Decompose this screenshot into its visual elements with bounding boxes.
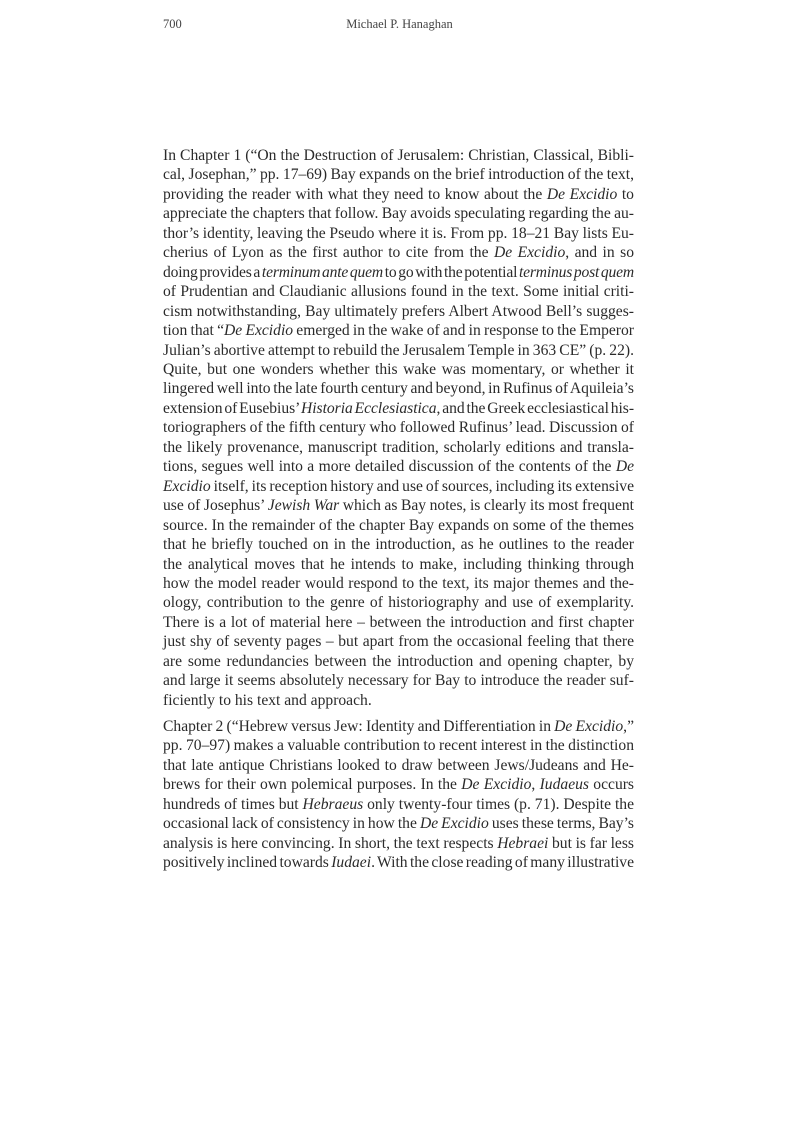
text-line [163,632,634,651]
text-line [163,516,634,535]
text-run: the likely provenance, manuscript tradition, scholarly editions and transla- [163,438,634,456]
text-line [163,555,634,574]
text-line [163,593,634,612]
text-run: occurs [588,776,634,794]
text-run: . With the close reading of many illustrative [371,854,634,872]
text-line [163,282,634,301]
text-line [163,360,634,379]
text-run: toriographers of the fifth century who followed Rufinus’ lead. Discussion of [163,419,634,437]
italic-text: Iudaeus [539,776,589,794]
text-line [163,671,634,690]
text-line [163,165,634,184]
text-run: brews for their own polemical purposes. In the [163,776,462,794]
text-run: tions, segues well into a more detailed discussion of the contents of the [163,458,616,476]
text-run: uses these terms, Bay’s [488,815,634,833]
text-run: thor’s identity, leaving the Pseudo where it is. From pp. 18–21 Bay lists Eu- [163,224,634,242]
text-run: In Chapter 1 (“On the Destruction of Jerusalem: Christian, Classical, Bibli- [163,147,634,164]
page-number: 700 [163,17,182,31]
text-line [163,418,634,437]
text-run: to [617,185,634,203]
text-line [163,795,634,814]
text-run: positively inclined towards [163,854,332,872]
italic-text: terminus post quem [518,263,635,281]
text-run: ficiently to his text and approach. [163,691,372,709]
text-run: extension of Eusebius’ [163,399,302,417]
text-line [163,496,634,515]
text-run: , and in so [565,244,634,262]
text-run: lingered well into the late fourth century and beyond, in Rufinus of Aquileia’s [163,380,634,398]
text-run: appreciate the chapters that follow. Bay avoids speculating regarding the au- [163,205,634,223]
text-run: Julian’s abortive attempt to rebuild the Jerusalem Temple in 363 CE” (p. 22). [163,341,634,359]
italic-text: De Excidio [419,815,489,833]
italic-text: De Excidio [493,244,566,262]
italic-text: De [615,458,634,476]
body-paragraph [163,146,634,710]
text-line [163,302,634,321]
italic-text: terminum ante quem [261,263,383,281]
text-line [163,438,634,457]
italic-text: De Excidio [461,776,532,794]
text-run: cherius of Lyon as the first author to cite from the [163,244,494,262]
text-run: Quite, but one wonders whether this wake was momentary, or whether it [163,360,634,378]
text-line [163,399,634,418]
running-head-author: Michael P. Hanaghan [346,17,453,31]
text-run: only twenty-four times (p. 71). Despite the [363,795,634,813]
text-line [163,717,634,736]
text-line [163,321,634,340]
text-run: of Prudentian and Claudianic allusions found in the text. Some initial criti- [163,283,634,301]
text-run: doing provides a [163,263,262,281]
text-line [163,224,634,243]
text-line [163,574,634,593]
italic-text: Jewish War [267,497,340,515]
text-run: , and the Greek ecclesiastical his- [436,399,634,417]
text-line [163,146,634,165]
italic-text: De Excidio [554,718,624,735]
text-run: ,” [623,718,634,735]
italic-text: Hebraeus [302,795,364,813]
italic-text: De Excidio [224,322,294,340]
text-run: ology, contribution to the genre of historiography and use of exemplarity. [163,594,634,612]
text-line [163,834,634,853]
text-run: which as Bay notes, is clearly its most frequent [339,497,635,515]
text-line [163,204,634,223]
text-run: are some redundancies between the introduction and opening chapter, by [163,652,634,670]
text-run: and large it seems absolutely necessary for Bay to introduce the reader suf- [163,672,634,690]
text-line [163,535,634,554]
text-run: hundreds of times but [163,795,303,813]
text-run: occasional lack of consistency in how the [163,815,420,833]
text-run: that he briefly touched on in the introduction, as he outlines to the reader [163,536,634,554]
italic-text: Excidio [163,477,211,495]
text-line [163,775,634,794]
text-line [163,814,634,833]
text-line [163,379,634,398]
text-run: , [531,776,540,794]
text-run: There is a lot of material here – between the introduction and first chapter [163,613,634,631]
text-line [163,736,634,755]
text-run: just shy of seventy pages – but apart from the occasional feeling that there [163,633,635,651]
text-run: the analytical moves that he intends to make, including thinking through [163,555,634,573]
italic-text: Historia Ecclesiastica [301,399,437,417]
text-line [163,243,634,262]
italic-text: Iudaei [331,854,372,872]
text-line [163,457,634,476]
italic-text: Hebraei [497,834,549,852]
text-run: how the model reader would respond to the text, its major themes and the- [163,574,635,592]
text-line [163,263,634,282]
text-run: Chapter 2 (“Hebrew versus Jew: Identity and Differentiation in [163,718,555,735]
text-line [163,691,634,710]
text-run: cal, Josephan,” pp. 17–69) Bay expands on the brief introduction of the text, [163,166,634,184]
text-run: emerged in the wake of and in response to the Emperor [293,322,634,340]
text-line [163,652,634,671]
body-paragraph [163,717,634,873]
text-run: analysis is here convincing. In short, the text respects [163,834,498,852]
text-run: itself, its reception history and use of sources, including its extensive [210,477,634,495]
text-run: cism notwithstanding, Bay ultimately prefers Albert Atwood Bell’s sugges- [163,302,634,320]
text-line [163,853,634,872]
text-run: that late antique Christians looked to draw between Jews/Judeans and He- [163,756,635,774]
italic-text: De Excidio [546,185,618,203]
text-line [163,341,634,360]
text-line [163,477,634,496]
text-run: use of Josephus’ [163,497,268,515]
text-run: providing the reader with what they need to know about the [163,185,547,203]
text-run: to go with the potential [383,263,519,281]
text-run: but is far less [548,834,634,852]
text-run: tion that “ [163,322,225,340]
text-run: source. In the remainder of the chapter Bay expands on some of the themes [163,516,634,534]
text-line [163,756,634,775]
text-line [163,613,634,632]
text-line [163,185,634,204]
text-run: pp. 70–97) makes a valuable contribution to recent interest in the distinction [163,737,634,755]
